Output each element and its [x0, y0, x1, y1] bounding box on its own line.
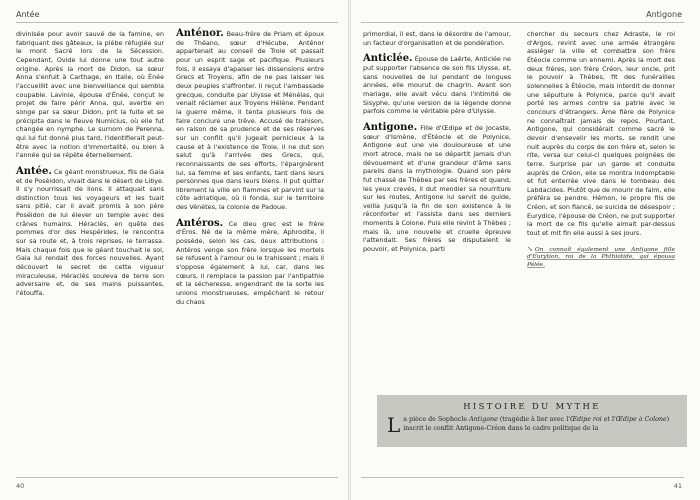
histoire-text-c: et l' — [601, 416, 616, 423]
side-note-text: On connaît également une Antigone fille d'Eurytion, roi de la Phthiotide, qui épousa Pélée. — [527, 246, 675, 268]
left-page — [0, 0, 349, 500]
entry-anticlee-text: Épouse de Laërte, Anticlée ne put supporter l'absence de son fils Ulysse, et, sans nouvelles de lui pendant de longues années, elle mourut de chagrin. Avant son mariage, elle avait vécu dans l'intimité de Sisyphe, qu'une version de la légende donne parfois comme le véritable père d'Ulysse. — [363, 55, 511, 116]
entry-antigone — [363, 121, 511, 254]
running-head-right: Antigone — [646, 10, 682, 19]
footer-rule-right — [361, 477, 684, 478]
running-head-left: Antée — [16, 10, 40, 19]
drop-cap: L — [387, 413, 401, 437]
right-page — [351, 0, 700, 500]
histoire-du-mythe-text — [387, 413, 677, 437]
entry-anteros-text: Ce dieu grec est le frère d'Éros. Né de la même mère, Aphrodite, il possède, selon les cas, deux attributions : Antéros venge son frère lorsque les mortels se refusent à l'amour ou le trahissent ; mais il s'oppose également à lui, car, dans les cœurs, il remplace la passion par l'antipathie et la sécheresse, engendrant de la sorte les unions monstrueuses, empêchant le retour du chaos — [176, 219, 324, 306]
entry-antigone-text: Fille d'Œdipe et de Jocaste, sœur d'Ismène, d'Étéocle et de Polynice, Antigone eut une vie douloureuse et une mort atroce, mais ne se départit jamais d'un dévouement et d'une grandeur d'âme sans pareils dans la mythologie. Quand son père fut chassé de Thèbes par ses frères et quand, les yeux crevés, il dut mendier sa nourriture sur les routes, Antigone lui servit de guide, veilla jusqu'à la fin de son existence à le réconforter et l'assista dans ses derniers moments à Colone. Puis elle revint à Thèbes ; mais là, une nouvelle et cruelle épreuve l'attendait. Ses frères se disputaient le pouvoir, et Polynice, parti — [363, 123, 511, 254]
histoire-text-a: a pièce de Sophocle — [403, 416, 470, 423]
anteros-continuation: primordial, il est, dans le désordre de l'amour, un facteur d'organisation et de pondération. — [363, 30, 511, 47]
histoire-text-d: ) inscrit le conflit Antigone-Créon dans le cadre politique de la — [403, 416, 670, 432]
work-title-oedipe-roi: Œdipe roi — [569, 416, 602, 423]
entry-antee — [16, 165, 164, 298]
page-number-right: 41 — [673, 482, 682, 490]
entry-antenor — [176, 30, 324, 212]
histoire-du-mythe-box — [377, 395, 687, 447]
entry-anteros — [176, 217, 324, 307]
page-number-left: 40 — [16, 482, 25, 490]
antigone-continuation: chercher du secours chez Adraste, le roi d'Argos, revint avec une armée étrangère assiéger la ville et combattre son frère Étéocle comme un ennemi. Après la mort des deux frères, son frère Créon, leur oncle, prit le pouvoir à Thèbes, fit des funérailles solennelles à Étéocle, mais interdit de donner une sépulture à Polynice, parce qu'il avait porté les armes contre sa patrie avec le concours d'étrangers. Âme fière de Polynice ne connaîtrait jamais de repos. Pourtant, Antigone, qui considérait comme sacré le devoir d'ensevelir les morts, se rendit une nuit auprès du corps de son frère et, selon le rite, versa sur celui-ci quelques poignées de terre. Surprise par un garde et conduite auprès de Créon, elle se montra indomptable et fut enterrée vive dans le tombeau des Labdacides. Plutôt que de mourir de faim, elle préféra se pendre. Hémon, le propre fils de Créon, et son fiancé, se suicida de désespoir ; Eurydice, l'épouse de Créon, ne put supporter la mort de ce fils qu'elle aimait par-dessus tout et mit fin elle aussi à ses jours. — [527, 30, 675, 238]
header-rule-right — [361, 22, 684, 23]
left-column-1 — [16, 30, 164, 306]
histoire-du-mythe-title: HISTOIRE DU MYTHE — [463, 401, 601, 411]
arrow-icon: ↘ — [527, 244, 533, 253]
entry-anticlee-name: Anticlée. — [363, 53, 413, 65]
entry-antee-name: Antée. — [16, 165, 52, 177]
entry-anteros-name: Antéros. — [176, 217, 224, 229]
entry-anticlee — [363, 55, 511, 116]
work-title-oedipe-colone: Œdipe à Colone — [615, 416, 667, 423]
right-column-1 — [363, 30, 511, 262]
footer-rule-left — [16, 477, 338, 478]
side-note — [527, 246, 675, 270]
entry-antenor-text: Beau-frère de Priam et époux de Théano, sœur d'Hécube, Anténor appartenait au conseil de Troie et passait pour un esprit sage et pacifique. Plusieurs fois, il essaya d'apaiser les dissensions entre Grecs et Troyens, afin de ne pas laisser les deux peuples s'affronter. Il reçut l'ambassade grecque, conduite par Ulysse et Ménélas, qui venait réclamer aux Troyens Hélène. Pendant la guerre même, il tenta plusieurs fois de faire conclure une trêve. Accusé de trahison, en raison de sa prudence et de ses réserves sur un conflit qu'il jugeait pernicieux à la cause et à l'existence de Troie, il ne dut son salut qu'à l'arrivée des Grecs, qui, reconnaissants de ses efforts, l'épargnèrent lui, sa femme et ses enfants, tant dans leurs personnes que dans leurs biens. Il put quitter librement la ville en flammes et parvint sur la côte adriatique, où il fonda, sur le territoire des Vénètes, la colonie de Padoue. — [176, 30, 324, 212]
entry-antee-text: Ce géant monstrueux, fils de Gaia et de Poséidon, vivait dans le désert de Libye. Il s'y nourrissait de lions. Il attaquait sans distinction tous les voyageurs et les tuait sans pitié, car il avait promis à son père Poséidon de lui élever un temple avec des crânes humains. Héraclès, en quête des pommes d'or des Hespérides, le rencontra sur sa route et, à trois reprises, le terrassa. Mais chaque fois que le géant touchait le sol, Gaia lui rendait des forces nouvelles. Ayant découvert le secret de cette vigueur miraculeuse, Héraclès souleva de terre son adversaire et, de ses mains puissantes, l'étouffa. — [16, 167, 164, 298]
work-title-antigone: Antigone — [469, 416, 498, 423]
entry-antenor-name: Anténor. — [176, 28, 224, 39]
histoire-text-b: (tragédie à lier avec l' — [497, 416, 570, 423]
header-rule-left — [16, 22, 338, 23]
right-column-2 — [527, 30, 675, 270]
entry-antigone-name: Antigone. — [363, 121, 418, 133]
left-column-2 — [176, 30, 324, 314]
anna-perenna-continuation: divinisée pour avoir sauvé de la famine, en fabriquant des gâteaux, la plèbe réfugiée sur le mont Sacré lors de la Sécession. Cependant, Ovide lui donne une tout autre origine. Après la mort de Didon, sa sœur Anna s'enfuit à Carthage, en Italie, où Énée l'accueillit avec une bienveillance qui sembla coupable. Lavinie, épouse d'Énée, conçut le projet de faire périr Anna, qui, avertie en songe par sa sœur Didon, prit la fuite et se précipita dans le fleuve Numicius, où elle fut changée en nymphe. Le surnom de Perenna, qui lui fut donné plus tard, l'identifierait peut-être avec la notion d'immortalité, ou bien à l'année qui se répète éternellement. — [16, 30, 164, 160]
